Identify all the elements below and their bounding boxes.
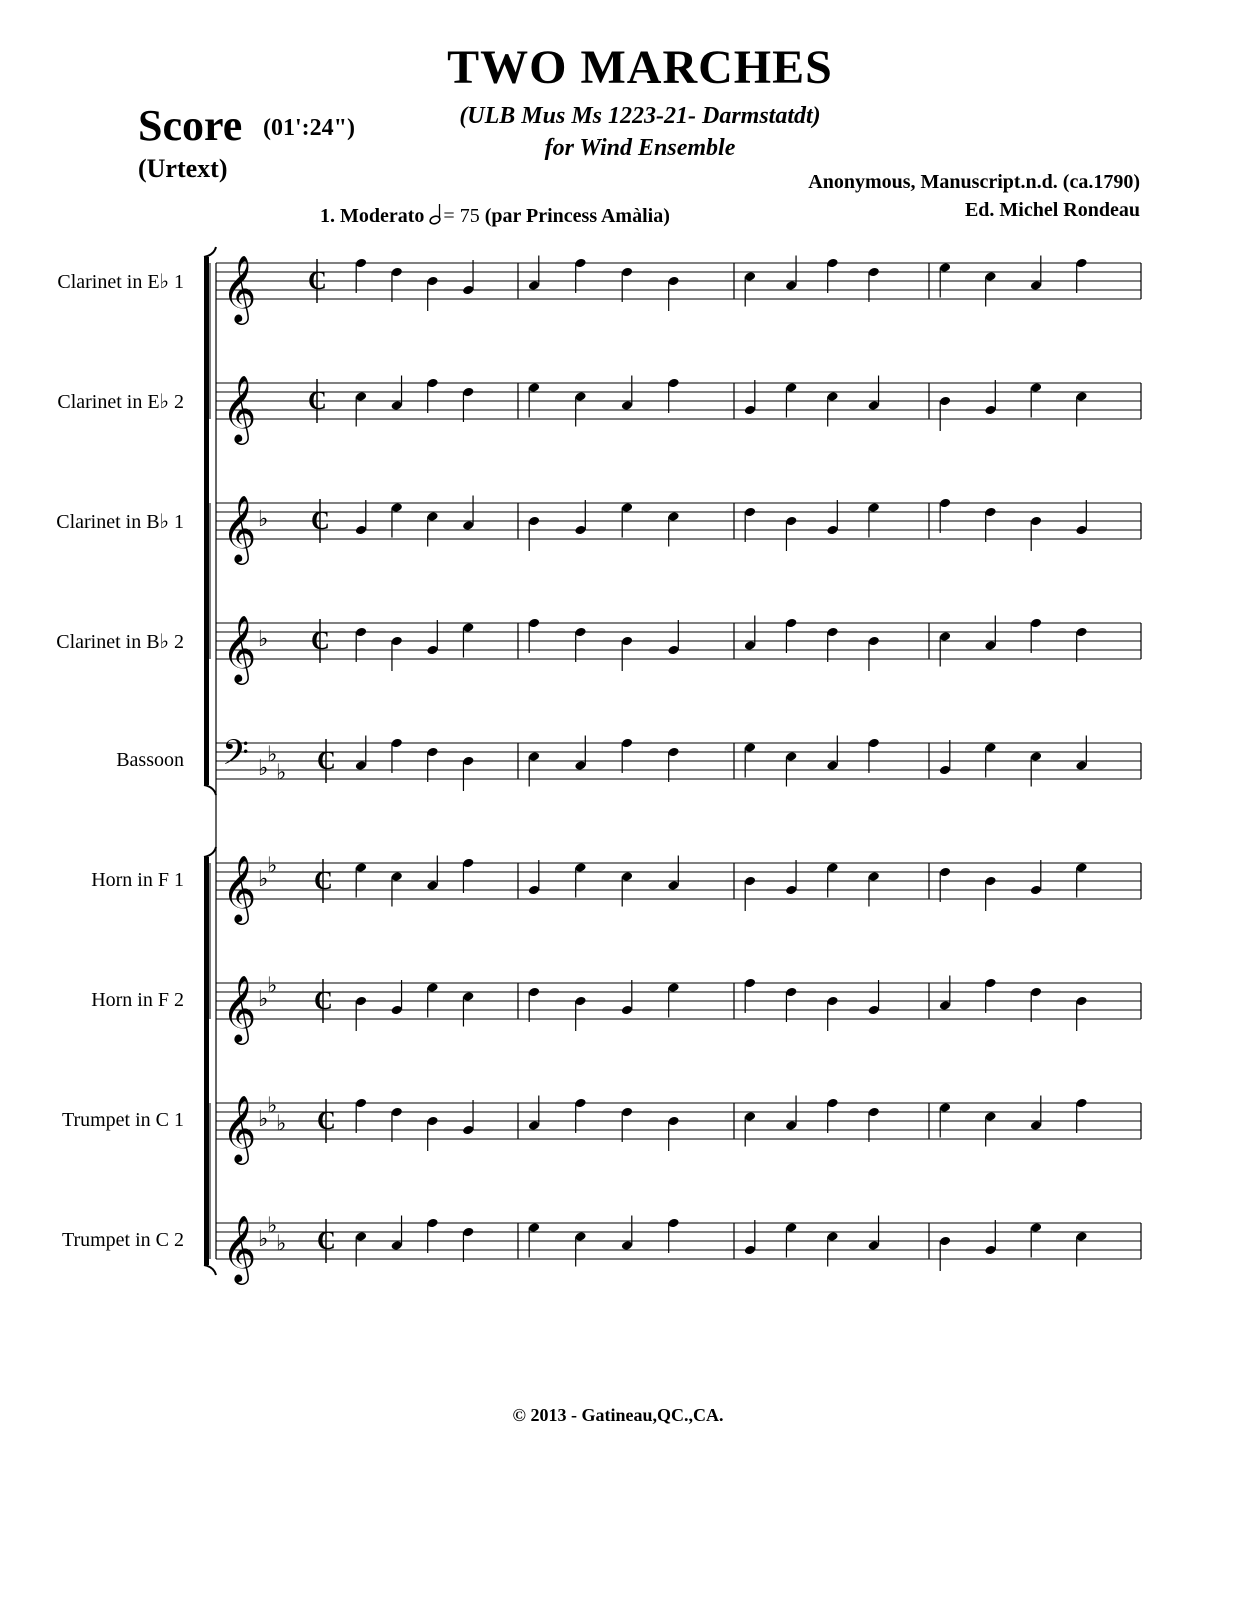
editor-credit: Ed. Michel Rondeau xyxy=(964,199,1140,221)
cut-time-icon: C xyxy=(311,626,330,655)
bracket-hook-top xyxy=(204,247,216,257)
treble-clef-icon: 𝄞 xyxy=(222,854,257,922)
treble-clef-icon: 𝄞 xyxy=(222,494,257,562)
instrument-label: Trumpet in C 1 xyxy=(61,1109,184,1131)
instrument-label: Clarinet in E♭ 2 xyxy=(57,391,184,413)
cut-time-icon: C xyxy=(311,506,330,535)
urtext-label: (Urtext) xyxy=(138,154,228,183)
instrument-label: Clarinet in B♭ 1 xyxy=(56,511,184,533)
treble-clef-icon: 𝄞 xyxy=(222,974,257,1042)
instrument-label: Clarinet in B♭ 2 xyxy=(56,631,184,653)
composer-credit: Anonymous, Manuscript.n.d. (ca.1790) xyxy=(808,171,1140,193)
treble-clef-icon: 𝄞 xyxy=(222,374,257,442)
flat-icon: ♭ xyxy=(276,760,287,786)
score-duration: (01':24") xyxy=(263,115,355,141)
manuscript-source: (ULB Mus Ms 1223-21- Darmstatdt) xyxy=(459,103,821,129)
treble-clef-icon: 𝄞 xyxy=(222,614,257,682)
flat-icon: ♭ xyxy=(258,627,269,652)
flat-icon: ♭ xyxy=(258,867,269,892)
bracket-hook-bottom xyxy=(204,785,216,795)
bracket-hook-bottom xyxy=(204,1265,216,1275)
bass-clef-icon: 𝄢 xyxy=(222,732,250,781)
flat-icon: ♭ xyxy=(258,987,269,1012)
flat-icon: ♭ xyxy=(258,507,269,532)
cut-time-icon: C xyxy=(308,386,327,415)
copyright-notice: © 2013 - Gatineau,QC.,CA. xyxy=(512,1405,724,1425)
cut-time-icon: C xyxy=(308,266,327,295)
bracket-hook-top xyxy=(204,847,216,857)
flat-icon: ♭ xyxy=(258,756,269,781)
flat-icon: ♭ xyxy=(267,973,278,999)
system-bracket xyxy=(204,857,209,1265)
score-title: TWO MARCHES xyxy=(447,41,833,94)
instrument-label: Clarinet in E♭ 1 xyxy=(57,271,184,293)
cut-time-icon: C xyxy=(317,1106,336,1135)
treble-clef-icon: 𝄞 xyxy=(222,254,257,322)
flat-icon: ♭ xyxy=(258,1107,269,1132)
instrument-label: Horn in F 1 xyxy=(91,869,184,891)
instrument-label: Horn in F 2 xyxy=(91,989,184,1011)
flat-icon: ♭ xyxy=(276,1111,287,1137)
score-label: Score xyxy=(138,101,243,150)
instrument-label: Bassoon xyxy=(116,749,184,771)
instrument-label: Trumpet in C 2 xyxy=(61,1229,184,1251)
cut-time-icon: C xyxy=(317,746,336,775)
flat-icon: ♭ xyxy=(267,742,278,768)
flat-icon: ♭ xyxy=(258,1227,269,1252)
flat-icon: ♭ xyxy=(267,1213,278,1239)
cut-time-icon: C xyxy=(317,1226,336,1255)
treble-clef-icon: 𝄞 xyxy=(222,1094,257,1162)
flat-icon: ♭ xyxy=(267,853,278,879)
ensemble-description: for Wind Ensemble xyxy=(544,135,736,161)
system-bracket xyxy=(204,257,209,785)
tempo-dedication: (par Princess Amàlia) xyxy=(484,205,670,227)
movement-label: 1. Moderato xyxy=(320,205,425,227)
flat-icon: ♭ xyxy=(276,1231,287,1257)
cut-time-icon: C xyxy=(314,986,333,1015)
treble-clef-icon: 𝄞 xyxy=(222,1214,257,1282)
tempo-bpm: = 75 xyxy=(443,205,480,227)
cut-time-icon: C xyxy=(314,866,333,895)
flat-icon: ♭ xyxy=(267,1093,278,1119)
